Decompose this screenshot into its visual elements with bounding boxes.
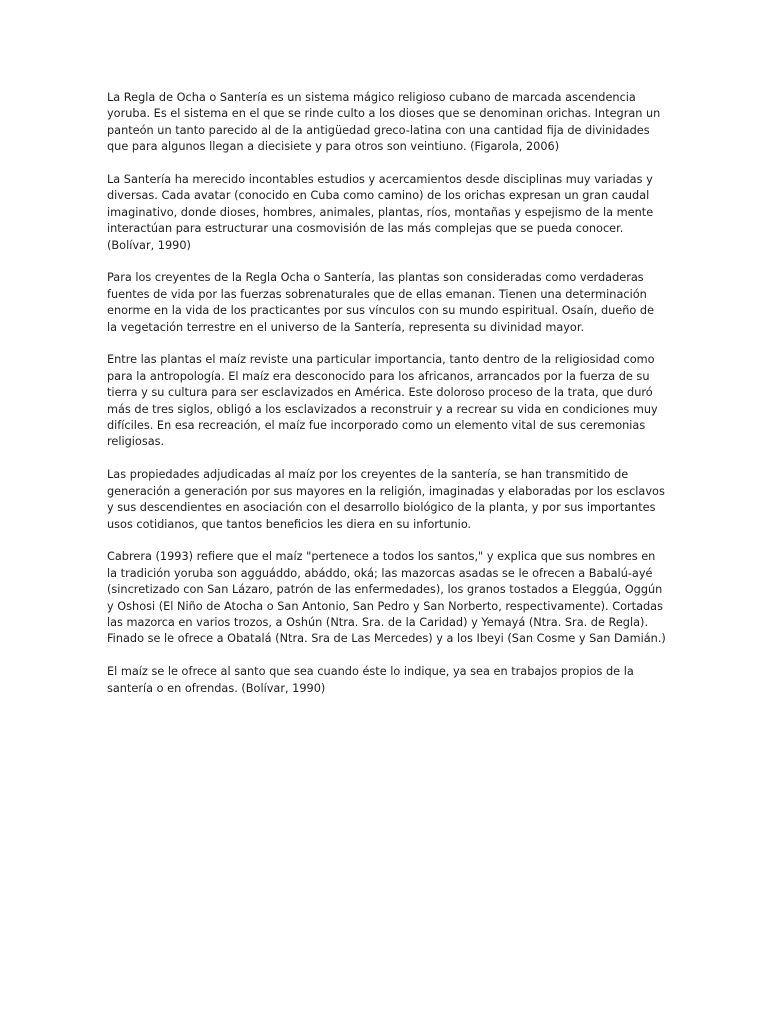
- paragraph-6: Cabrera (1993) refiere que el maíz "pertenece a todos los santos," y explica que sus nombres en la tradición yoruba son agguáddo, abáddo, oká; las mazorcas asadas se le ofrecen a Babalú-ayé (sincretizado con San Lázaro, patrón de las enfermedades), los granos tostados a Eleggúa, Oggún y Oshosi (El Niño de Atocha o San Antonio, San Pedro y San Norberto, respectivamente). Cortadas las mazorca en varios trozos, a Oshún (Ntra. Sra. de la Caridad) y Yemayá (Ntra. Sra. de Regla). Finado se le ofrece a Obatalá (Ntra. Sra de Las Mercedes) y a los Ibeyi (San Cosme y San Damián.): [107, 550, 666, 646]
- paragraph-7: El maíz se le ofrece al santo que sea cuando éste lo indique, ya sea en trabajos propios de la santería o en ofrendas. (Bolívar, 1990): [107, 665, 634, 695]
- document-page: [107, 90, 667, 713]
- paragraph-5: Las propiedades adjudicadas al maíz por los creyentes de la santería, se han transmitido de generación a generación por sus mayores en la religión, imaginadas y elaboradas por los esclavos y sus descendientes en asociación con el desarrollo biológico de la planta, y por sus importantes usos cotidianos, que tantos beneficios les diera en su infortunio.: [107, 468, 665, 531]
- paragraph-4: Entre las plantas el maíz reviste una particular importancia, tanto dentro de la religiosidad como para la antropología. El maíz era desconocido para los africanos, arrancados por la fuerza de su tierra y su cultura para ser esclavizados en América. Este doloroso proceso de la trata, que duró más de tres siglos, obligó a los esclavizados a reconstruir y a recrear su vida en condiciones muy difíciles. En esa recreación, el maíz fue incorporado como un elemento vital de sus ceremonias religiosas.: [107, 353, 658, 449]
- paragraph-2: La Santería ha merecido incontables estudios y acercamientos desde disciplinas muy variadas y diversas. Cada avatar (conocido en Cuba como camino) de los orichas expresan un gran caudal imaginativo, donde dioses, hombres, animales, plantas, ríos, montañas y espejismo de la mente interactúan para estructurar una cosmovisión de las más complejas que se pueda conocer. (Bolívar, 1990): [107, 173, 654, 252]
- paragraph-1: La Regla de Ocha o Santería es un sistema mágico religioso cubano de marcada ascendencia yoruba. Es el sistema en el que se rinde culto a los dioses que se denominan orichas. Integran un panteón un tanto parecido al de la antigüedad greco-latina con una cantidad fija de divinidades que para algunos llegan a diecisiete y para otros son veintiuno. (Figarola, 2006): [107, 91, 661, 154]
- paragraph-3: Para los creyentes de la Regla Ocha o Santería, las plantas son consideradas como verdaderas fuentes de vida por las fuerzas sobrenaturales que de ellas emanan. Tienen una determinación enorme en la vida de los practicantes por sus vínculos con su mundo espiritual. Osaín, dueño de la vegetación terrestre en el universo de la Santería, representa su divinidad mayor.: [107, 271, 655, 334]
